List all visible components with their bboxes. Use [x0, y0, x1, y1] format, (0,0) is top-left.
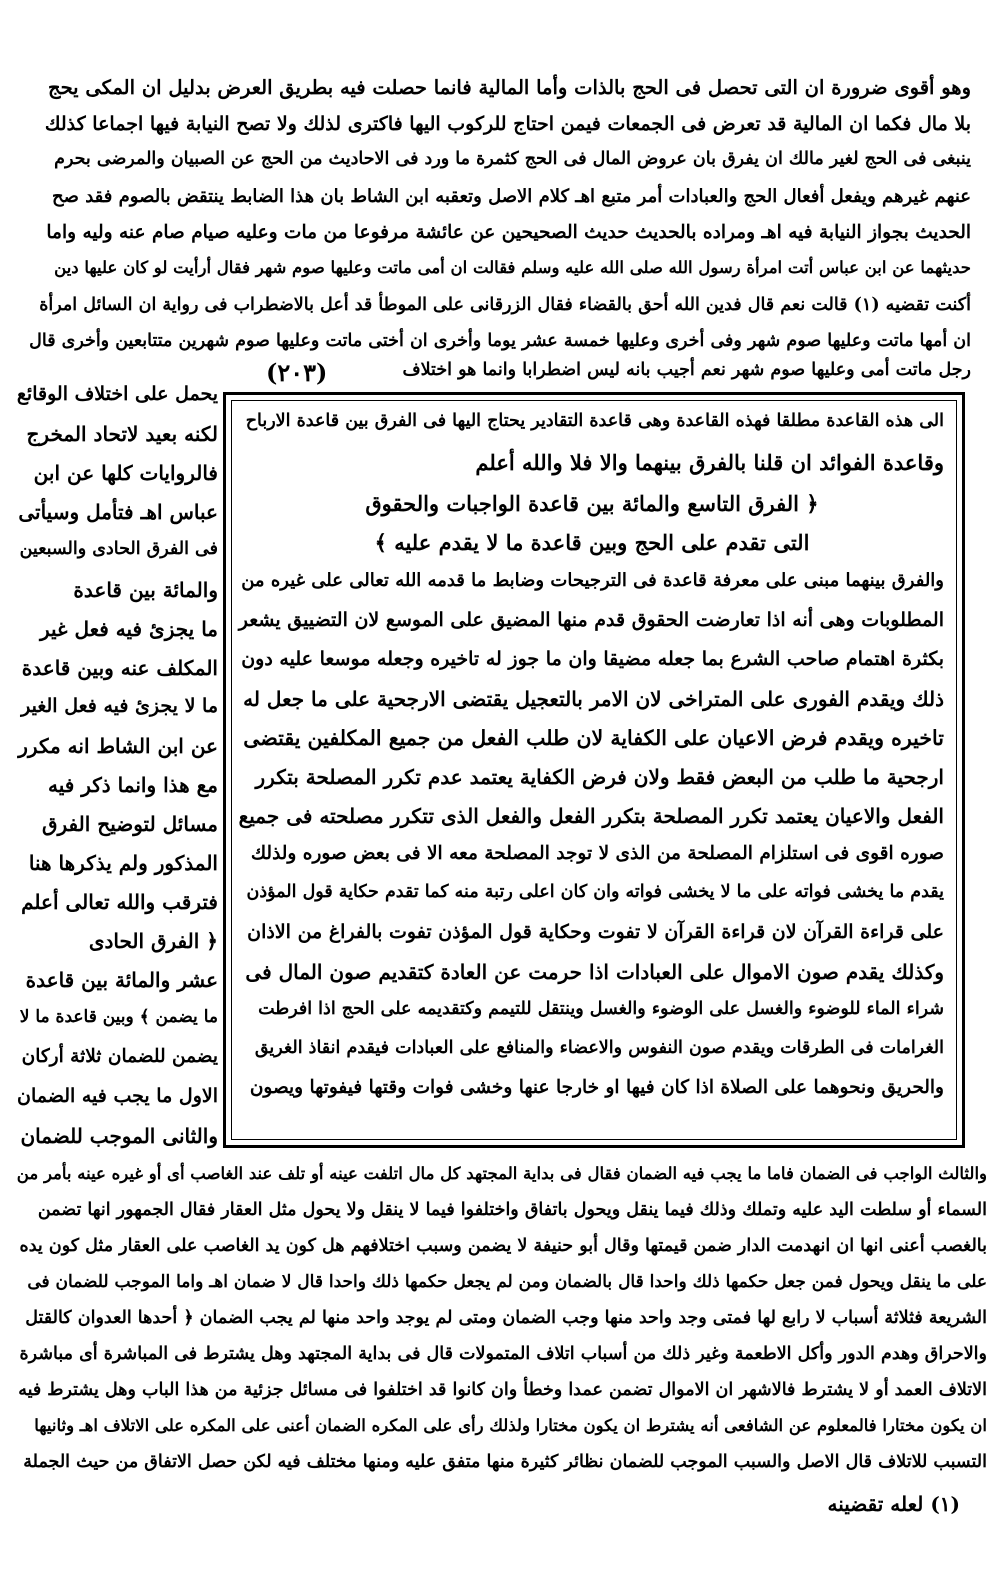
side-line: لكنه بعيد لاتحاد المخرج [26, 422, 218, 446]
text-line: والاحراق وهدم الدور وأكل الاطعمة وغير ذلك من أسباب اتلاف المتمولات قال فى بداية المجتهد وهل يشترط فى المباشرة أى مباشرة [19, 1344, 987, 1364]
box-line: صوره اقوى فى استلزام المصلحة من الذى لا توجد المصلحة معه الا فى بعض صوره ولذلك [250, 843, 944, 864]
side-line: والمائة بين قاعدة [73, 578, 218, 602]
text-line: السماء أو سلطت اليد عليه وتملك وذلك فيما ينقل ويحول باتفاق واختلفوا فيما لا ينقل ولا يحول مثل العقار فقال الجمهور انها تضمن [37, 1200, 987, 1220]
side-line: ما لا يجزئ فيه فعل الغير [21, 695, 218, 717]
text-line: الحديث بجواز النيابة فيه اهـ ومراده بالحديث حديث الصحيحين عن عائشة مرفوعا من مات وعليه صيام صام عنه وليه واما [46, 222, 971, 243]
side-line: المذكور ولم يذكرها هنا [28, 851, 218, 875]
section-heading: ﴿ الفرق التاسع والمائة بين قاعدة الواجبات والحقوق [365, 491, 819, 516]
side-line: مسائل لتوضيح الفرق [42, 812, 218, 836]
box-line: وقاعدة الفوائد ان قلنا بالفرق بينهما والا فلا والله أعلم [475, 450, 944, 475]
box-line: والفرق بينهما مبنى على معرفة قاعدة فى الترجيحات وضابط ما قدمه الله تعالى على غيره من [241, 570, 944, 591]
text-line: على ما ينقل ويحول فمن جعل حكمها ذلك واحدا قال بالضمان ومن لم يجعل حكمها ذلك واحدا قال لا ضمان اهـ واما الموجب للضمان فى [27, 1272, 987, 1292]
side-line: المكلف عنه وبين قاعدة [21, 656, 218, 680]
text-line: ان يكون مختارا فالمعلوم عن الشافعى أنه يشترط ان يكون مختارا ولذلك رأى على المكره الضمان أعنى على المكره على الاتلاف اهـ وثانيها [34, 1416, 987, 1435]
box-line: وكذلك يقدم صون الاموال على العبادات اذا حرمت عن العادة كتقديم صون المال فى [245, 960, 944, 984]
section-heading: التى تقدم على الحج وبين قاعدة ما لا يقدم عليه ﴾ [374, 530, 810, 555]
box-line: الى هذه القاعدة مطلقا فهذه القاعدة وهى قاعدة التقادير يحتاج اليها فى الفرق بين قاعدة الارباح [245, 411, 944, 431]
text-line: أكنت تقضيه (١) قالت نعم قال فدين الله أحق بالقضاء فقال الزرقانى على الموطأ قد أعل بالاضطراب فى رواية ان السائل امرأة [39, 295, 971, 315]
side-line: والثانى الموجب للضمان [20, 1124, 218, 1148]
text-line: الشريعة فثلاثة أسباب لا رابع لها فمتى وجد واحد منها وجب الضمان ومتى لم يوجد واحد منها لم يجب الضمان ﴿ أحدها العدوان كالقتل [25, 1308, 987, 1328]
box-line: الفعل والاعيان يعتمد تكرر المصلحة بتكرر الفعل والفعل الذى تتكرر مصلحته فى جميع [238, 804, 944, 828]
box-line: بكثرة اهتمام صاحب الشرع بما جعله مضيقا وان ما جوز له تاخيره وجعله موسعا عليه دون [241, 648, 944, 670]
side-line: عشر والمائة بين قاعدة [25, 968, 218, 992]
box-line: والحريق ونحوهما على الصلاة اذا كان فيها او خارجا عنها وخشى فوات وقتها فيفوتها ويصون [249, 1077, 944, 1098]
box-line: يقدم ما يخشى فواته على ما لا يخشى فواته وان كان اعلى رتبة منه كما تقدم حكاية قول المؤذن [246, 882, 944, 902]
side-line: يحمل على اختلاف الوقائع [16, 383, 218, 405]
text-line: رجل ماتت أمى وعليها صوم شهر نعم أجيب بانه ليس اضطرابا وانما هو اختلاف [402, 360, 971, 380]
side-line: ما يضمن ﴾ وبين قاعدة ما لا [19, 1007, 218, 1027]
side-line: مع هذا وانما ذكر فيه [47, 773, 218, 797]
text-line: الاتلاف العمد أو لا يشترط فالاشهر ان الاموال تضمن عمدا وخطأ وان كانوا قد اختلفوا فى مسائل جزئية من هذا الباب وهل يشترط فيه [18, 1380, 987, 1400]
text-line: التسبب للاتلاف قال الاصل والسبب الموجب للضمان نظائر كثيرة منها متفق عليه ومنها مختلف فيه لكن حصل الاتفاق من حيث الجملة [23, 1452, 987, 1472]
side-line: ﴿ الفرق الحادى [88, 929, 218, 953]
text-line: ان أمها ماتت وعليها صوم شهر وفى أخرى وعليها خمسة عشر يوما وأخرى ان أختى ماتت وعليها صوم شهرين متتابعين وأخرى قال [29, 331, 971, 351]
side-line: الاول ما يجب فيه الضمان [16, 1085, 218, 1107]
footnote: (١) لعله تقضينه [827, 1492, 960, 1516]
text-line: والثالث الواجب فى الضمان فاما ما يجب فيه الضمان فقال فى بداية المجتهد كل مال اتلفت عينه أو تلف عند الغاصب أى أو غيره عينه بأمر من [16, 1164, 987, 1183]
side-line: يضمن للضمان ثلاثة أركان [21, 1046, 218, 1067]
boxed-main-text [223, 392, 965, 1148]
box-line: شراء الماء للوضوء والغسل على الوضوء والغسل وينتقل للتيمم وكتقديمه على الحج اذا افرطت [258, 999, 944, 1019]
text-line: ينبغى فى الحج لغير مالك ان يفرق بان عروض المال فى الحج كثمرة ما ورد فى الاحاديث من الحج عن الصبيان والمرضى بحرم [54, 149, 971, 169]
text-line: بالغصب أعنى انها ان انهدمت الدار ضمن قيمتها وقال أبو حنيفة لا يضمن وسبب اختلافهم هل كون يد الغاصب على العقار مثل كون يده [19, 1236, 987, 1256]
side-line: فالروايات كلها عن ابن [33, 461, 218, 485]
text-line: عنهم غيرهم ويفعل أفعال الحج والعبادات أمر متبع اهـ كلام الاصل وتعقبه ابن الشاط بان هذا الضابط ينتقض بالصوم فقد صح [52, 186, 971, 207]
box-line: على قراءة القرآن لان قراءة القرآن لا تفوت وحكاية قول المؤذن تفوت بالفراغ من الاذان [247, 921, 944, 943]
box-line: الغرامات فى الطرقات ويقدم صون النفوس والاعضاء والمنافع على العبادات فيقدم انقاذ الغريق [254, 1038, 944, 1058]
side-line: عباس اهـ فتأمل وسيأتى [18, 500, 218, 524]
side-line: فترقب والله تعالى أعلم [21, 890, 218, 914]
side-line: ما يجزئ فيه فعل غير [39, 617, 218, 641]
box-line: ارجحية ما طلب من البعض فقط ولان فرض الكفاية يعتمد عدم تكرر المصلحة بتكرر [255, 765, 944, 789]
box-line: تاخيره ويقدم فرض الاعيان على الكفاية لان طلب الفعل من جميع المكلفين يقتضى [243, 726, 944, 750]
text-line: بلا مال فكما ان المالية قد تعرض فى الجمعات فيمن احتاج للركوب اليها فاكترى لذلك ولا تصح النيابة فيها اجماعا كذلك [44, 113, 971, 135]
side-line: فى الفرق الحادى والسبعين [19, 539, 218, 559]
text-line: حديثهما عن ابن عباس أتت امرأة رسول الله صلى الله عليه وسلم فقالت ان أمى ماتت وعليها صوم شهر فقال أرأيت لو كان عليها دين [54, 258, 971, 277]
box-line: المطلوبات وهى أنه اذا تعارضت الحقوق قدم منها المضيق على الموسع لان التضييق يشعر [238, 609, 944, 631]
side-line: عن ابن الشاط انه مكرر [18, 734, 218, 758]
page-number: (٢٠٣) [266, 358, 328, 387]
text-line: وهو أقوى ضرورة ان التى تحصل فى الحج بالذات وأما المالية فانما حصلت فيه بطريق العرض بدليل ان المكى يحج [48, 76, 971, 99]
box-line: ذلك ويقدم الفورى على المتراخى لان الامر بالتعجيل يقتضى الارجحية على ما جعل له [243, 687, 944, 711]
